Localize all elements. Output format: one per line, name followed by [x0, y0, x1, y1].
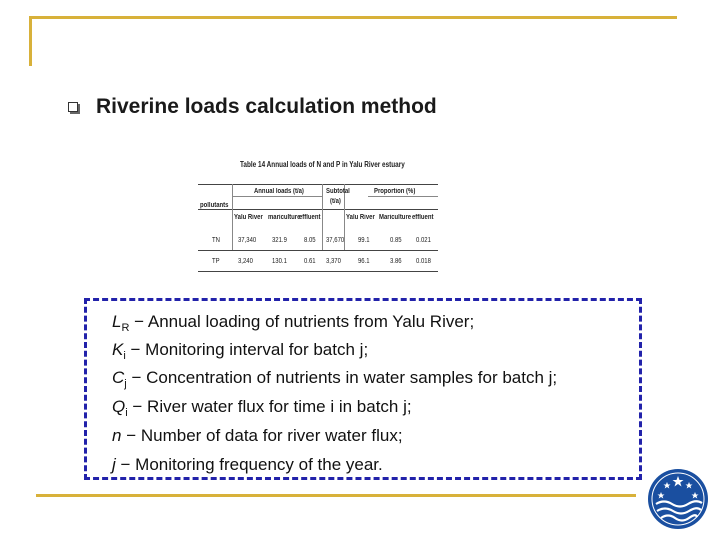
cell-effluent: 8.05 [304, 237, 316, 244]
cell-pct-yalu: 96.1 [358, 258, 370, 265]
square-bullet-icon [68, 102, 78, 112]
definition-text: − Monitoring interval for batch j; [125, 340, 369, 359]
definition-subscript: i [123, 350, 126, 362]
header-proportion: Proportion (%) [374, 188, 416, 195]
table-vline [322, 184, 323, 250]
cell-pct-effluent: 0.018 [416, 258, 431, 265]
cell-yalu: 37,340 [238, 237, 257, 244]
table-end-rule [198, 271, 438, 272]
row-name: TN [212, 237, 220, 244]
definition-subscript: R [121, 322, 130, 334]
slide-title: Riverine loads calculation method [96, 95, 437, 118]
definition-symbol: C [112, 368, 125, 387]
col-mariculture: mariculture [268, 214, 301, 221]
definition-subscript: i [125, 407, 128, 419]
proportion-subrule [368, 196, 438, 197]
ocean-emblem-icon [647, 468, 709, 530]
definition-line [112, 426, 403, 446]
definition-line [112, 312, 474, 332]
col-pollutants: pollutants [200, 202, 229, 209]
cell-pct-effluent: 0.021 [416, 237, 431, 244]
table-top-rule [198, 184, 438, 185]
header-subtotal-unit: (t/a) [330, 198, 341, 205]
definition-line [112, 340, 368, 360]
table-caption: Table 14 Annual loads of N and P in Yalu River estuary [240, 160, 405, 169]
definition-symbol: j [112, 455, 116, 474]
frame-top-line [29, 16, 677, 19]
definition-symbol: Q [112, 397, 126, 416]
header-annual: Annual loads (t/a) [254, 188, 304, 195]
definition-text: − River water flux for time i in batch j; [127, 397, 412, 416]
definition-text: − Monitoring frequency of the year. [115, 455, 383, 474]
annual-subrule [232, 196, 322, 197]
definition-symbol: n [112, 426, 122, 445]
cell-effluent: 0.61 [304, 258, 316, 265]
cell-pct-mariculture: 3.86 [390, 258, 402, 265]
table-vline [232, 184, 233, 250]
frame-bottom-line [36, 494, 636, 497]
cell-pct-yalu: 99.1 [358, 237, 370, 244]
header-subtotal: Subtotal [326, 188, 350, 195]
definition-line [112, 455, 383, 475]
table-header-rule [198, 209, 438, 210]
col-yalu-pct: Yalu River [346, 214, 375, 221]
col-effluent: effluent [299, 214, 321, 221]
definition-symbol: L [112, 312, 122, 331]
cell-mariculture: 130.1 [272, 258, 287, 265]
definition-text: − Concentration of nutrients in water samples for batch j; [126, 368, 558, 387]
nutrient-loads-table [198, 158, 440, 280]
row-name: TP [212, 258, 220, 265]
definition-subscript: j [124, 378, 127, 390]
cell-pct-mariculture: 0.85 [390, 237, 402, 244]
definition-text: − Annual loading of nutrients from Yalu River; [129, 312, 475, 331]
frame-left-line [29, 16, 32, 66]
definition-symbol: K [112, 340, 124, 359]
cell-subtotal: 37,670 [326, 237, 345, 244]
col-effluent-pct: effluent [412, 214, 434, 221]
cell-mariculture: 321.9 [272, 237, 287, 244]
definition-line [112, 368, 557, 388]
cell-subtotal: 3,370 [326, 258, 341, 265]
col-yalu: Yalu River [234, 214, 263, 221]
table-bottom-rule [198, 250, 438, 251]
definition-line [112, 397, 412, 417]
col-mariculture-pct: Mariculture [379, 214, 412, 221]
definition-text: − Number of data for river water flux; [121, 426, 403, 445]
cell-yalu: 3,240 [238, 258, 253, 265]
